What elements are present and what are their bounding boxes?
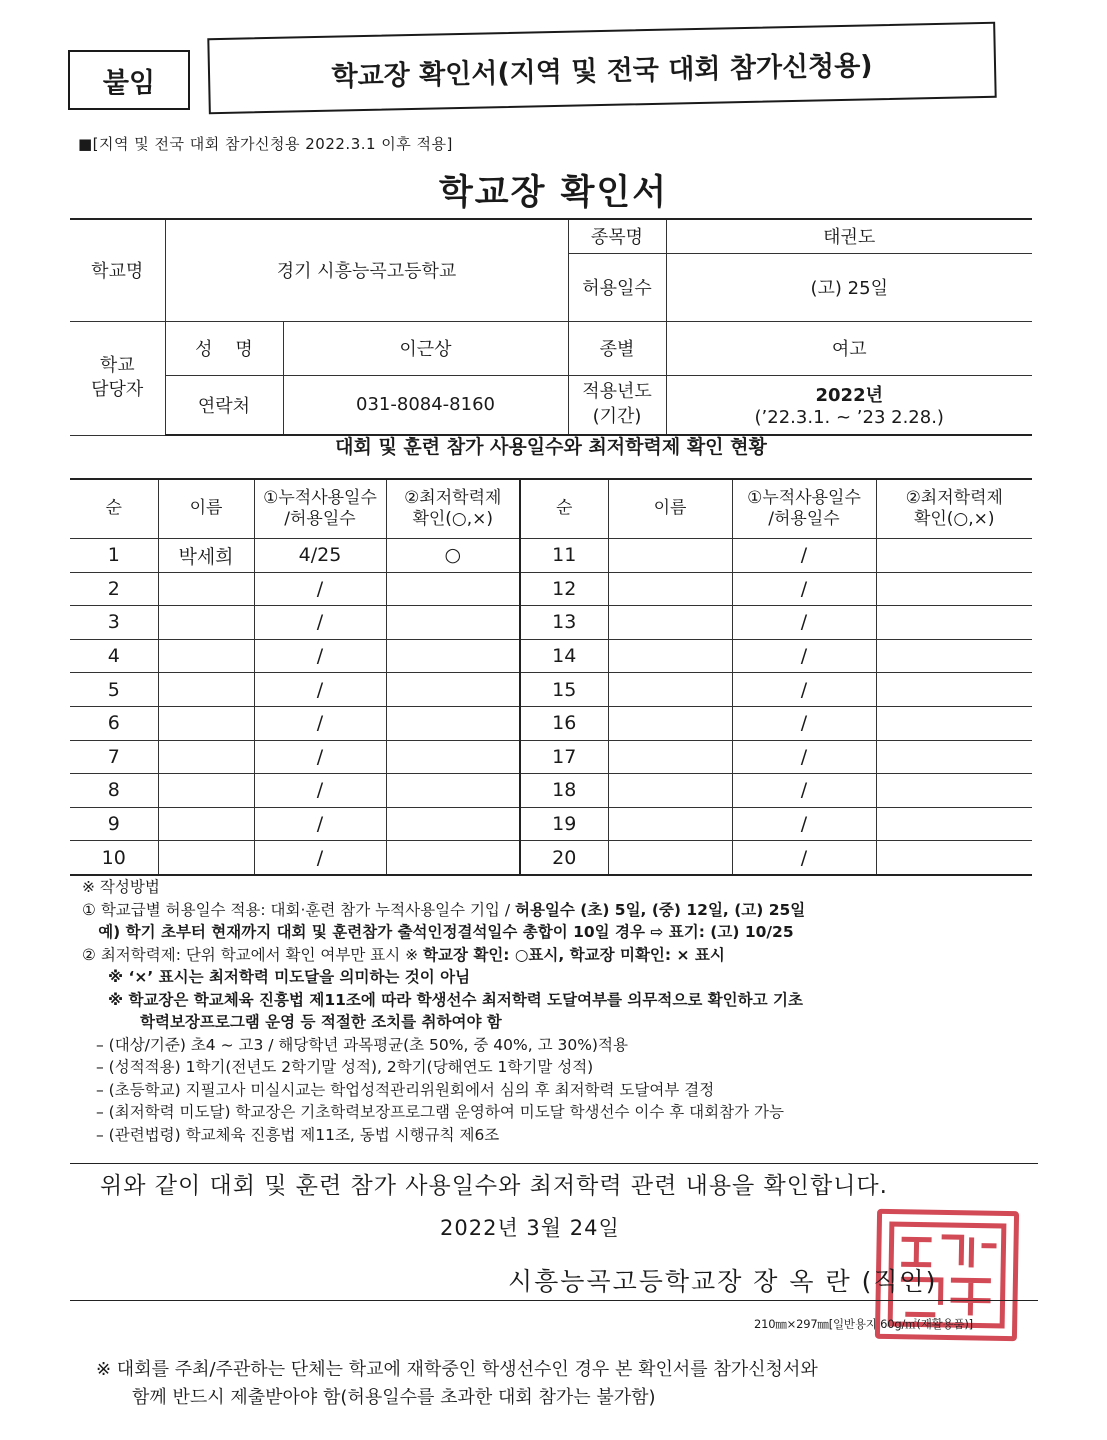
header-name: 이름 bbox=[158, 479, 254, 539]
student-name bbox=[158, 706, 254, 740]
row-number: 15 bbox=[520, 673, 608, 707]
used-days: / bbox=[254, 706, 386, 740]
row-number: 17 bbox=[520, 740, 608, 774]
used-days: / bbox=[732, 639, 876, 673]
table-row bbox=[70, 841, 1032, 875]
row-number: 1 bbox=[70, 539, 158, 573]
student-name bbox=[158, 740, 254, 774]
table-row bbox=[70, 740, 1032, 774]
detail-1: – (대상/기준) 초4 ~ 고3 / 해당학년 과목평균(초 50%, 중 40%, 고 30%)적용 bbox=[96, 1035, 628, 1054]
academic-check bbox=[876, 807, 1032, 841]
used-days: / bbox=[254, 572, 386, 606]
note-4b: 학력보장프로그램 운영 등 적절한 조치를 취하여야 함 bbox=[140, 1013, 502, 1031]
student-name bbox=[158, 841, 254, 875]
document-date: 2022년 3월 24일 bbox=[440, 1216, 620, 1240]
header-days: ①누적사용일수 /허용일수 bbox=[732, 479, 876, 539]
student-name bbox=[608, 807, 732, 841]
header-no: 순 bbox=[70, 479, 158, 539]
note-2-emphasis: 학교장 확인: ○표시, 학교장 미확인: × 표시 bbox=[423, 945, 725, 964]
header-no: 순 bbox=[520, 479, 608, 539]
note-1-example: 예) 학기 초부터 현재까지 대회 및 훈련참가 출석인정결석일수 총합이 10일 경우 ⇨ 표기: (고) 10/25 bbox=[82, 923, 794, 941]
contact-value: 031-8084-8160 bbox=[283, 375, 568, 435]
notes-heading: ※ 작성방법 bbox=[82, 878, 160, 896]
student-name bbox=[608, 673, 732, 707]
row-number: 19 bbox=[520, 807, 608, 841]
detail-2: – (성적적용) 1학기(전년도 2학기말 성적), 2학기(당해연도 1학기말 성적) bbox=[96, 1058, 594, 1076]
contact-label: 연락처 bbox=[165, 375, 283, 435]
confirmation-statement: 위와 같이 대회 및 훈련 참가 사용일수와 최저학력 관련 내용을 확인합니다. bbox=[100, 1173, 888, 1199]
academic-check bbox=[386, 606, 520, 640]
period-value: (’22.3.1. ~ ’23 2.28.) bbox=[754, 407, 944, 429]
academic-check bbox=[386, 639, 520, 673]
academic-check: ○ bbox=[386, 539, 520, 573]
student-name bbox=[608, 639, 732, 673]
note-4a: ※ 학교장은 학교체육 진흥법 제11조에 따라 학생선수 최저학력 도달여부를 의무적으로 확인하고 기초 bbox=[108, 990, 803, 1009]
note-2 bbox=[82, 944, 1042, 967]
student-name bbox=[608, 841, 732, 875]
allowed-days-label: 허용일수 bbox=[568, 253, 666, 321]
table-row bbox=[70, 774, 1032, 808]
table-row bbox=[70, 673, 1032, 707]
academic-check bbox=[386, 572, 520, 606]
header-days: ①누적사용일수 /허용일수 bbox=[254, 479, 386, 539]
student-name bbox=[608, 606, 732, 640]
student-name: 박세희 bbox=[158, 539, 254, 573]
student-name bbox=[158, 606, 254, 640]
student-name bbox=[608, 740, 732, 774]
status-table bbox=[70, 478, 1032, 876]
table-row bbox=[70, 639, 1032, 673]
used-days: / bbox=[254, 841, 386, 875]
header-check: ②최저학력제 확인(○,×) bbox=[876, 479, 1032, 539]
student-name bbox=[608, 774, 732, 808]
row-number: 14 bbox=[520, 639, 608, 673]
note-1-emphasis: 허용일수 (초) 5일, (중) 12일, (고) 25일 bbox=[514, 900, 806, 919]
row-number: 6 bbox=[70, 706, 158, 740]
note-3: ※ ‘×’ 표시는 최저학력 미도달을 의미하는 것이 아님 bbox=[108, 968, 471, 986]
academic-check bbox=[386, 807, 520, 841]
academic-check bbox=[876, 673, 1032, 707]
academic-check bbox=[386, 740, 520, 774]
row-number: 3 bbox=[70, 606, 158, 640]
used-days: / bbox=[732, 539, 876, 573]
sport-label: 종목명 bbox=[568, 219, 666, 253]
student-name bbox=[158, 807, 254, 841]
row-number: 2 bbox=[70, 572, 158, 606]
academic-check bbox=[386, 841, 520, 875]
academic-check bbox=[386, 774, 520, 808]
used-days: / bbox=[254, 606, 386, 640]
academic-check bbox=[876, 706, 1032, 740]
note-1 bbox=[82, 899, 1042, 922]
student-name bbox=[158, 639, 254, 673]
academic-check bbox=[876, 774, 1032, 808]
used-days: / bbox=[732, 740, 876, 774]
student-name bbox=[158, 673, 254, 707]
student-name bbox=[158, 572, 254, 606]
principal-signature: 시흥능곡고등학교장 장 옥 란 (직인) bbox=[508, 1267, 938, 1296]
used-days: / bbox=[732, 841, 876, 875]
used-days: / bbox=[732, 673, 876, 707]
year-label: 적용년도 (기간) bbox=[568, 375, 666, 435]
note-1-text: ① 학교급별 허용일수 적용: 대회·훈련 참가 누적사용일수 기입 / bbox=[82, 900, 515, 919]
academic-check bbox=[386, 673, 520, 707]
divider bbox=[70, 1163, 1038, 1164]
used-days: / bbox=[732, 774, 876, 808]
student-name bbox=[608, 539, 732, 573]
writing-instructions bbox=[82, 876, 1042, 1146]
student-name bbox=[158, 774, 254, 808]
year-value: 2022년 bbox=[815, 385, 883, 407]
row-number: 8 bbox=[70, 774, 158, 808]
row-number: 18 bbox=[520, 774, 608, 808]
row-number: 5 bbox=[70, 673, 158, 707]
row-number: 9 bbox=[70, 807, 158, 841]
academic-check bbox=[386, 706, 520, 740]
academic-check bbox=[876, 740, 1032, 774]
sport-value: 태권도 bbox=[666, 219, 1032, 253]
row-number: 11 bbox=[520, 539, 608, 573]
row-number: 10 bbox=[70, 841, 158, 875]
student-name bbox=[608, 572, 732, 606]
year-cell bbox=[666, 375, 1032, 435]
footnote-line-1: ※ 대회를 주최/주관하는 단체는 학교에 재학중인 학생선수인 경우 본 확인서를 참가신청서와 bbox=[96, 1359, 818, 1380]
academic-check bbox=[876, 572, 1032, 606]
applicability-note: ■[지역 및 전국 대회 참가신청용 2022.3.1 이후 적용] bbox=[78, 135, 453, 153]
academic-check bbox=[876, 841, 1032, 875]
divider bbox=[70, 1300, 1038, 1301]
student-name bbox=[608, 706, 732, 740]
used-days: / bbox=[254, 673, 386, 707]
detail-5: – (관련법령) 학교체육 진흥법 제11조, 동법 시행규칙 제6조 bbox=[96, 1125, 500, 1144]
used-days: / bbox=[732, 807, 876, 841]
row-number: 16 bbox=[520, 706, 608, 740]
attachment-label: 붙임 bbox=[68, 50, 190, 110]
academic-check bbox=[876, 539, 1032, 573]
used-days: / bbox=[732, 572, 876, 606]
manager-name: 이근상 bbox=[283, 321, 568, 375]
header-name: 이름 bbox=[608, 479, 732, 539]
used-days: / bbox=[732, 606, 876, 640]
used-days: / bbox=[254, 639, 386, 673]
allowed-days-value: (고) 25일 bbox=[666, 253, 1032, 321]
category-value: 여고 bbox=[666, 321, 1032, 375]
school-label: 학교명 bbox=[70, 219, 165, 321]
manager-name-label: 성 명 bbox=[165, 321, 283, 375]
academic-check bbox=[876, 606, 1032, 640]
row-number: 4 bbox=[70, 639, 158, 673]
used-days: / bbox=[254, 774, 386, 808]
table-row bbox=[70, 572, 1032, 606]
manager-label: 학교 담당자 bbox=[70, 321, 165, 435]
row-number: 13 bbox=[520, 606, 608, 640]
used-days: / bbox=[254, 740, 386, 774]
note-2-text: ② 최저학력제: 단위 학교에서 확인 여부만 표시 ※ bbox=[82, 945, 424, 964]
table-row bbox=[70, 539, 1032, 573]
academic-check bbox=[876, 639, 1032, 673]
detail-4: – (최저학력 미도달) 학교장은 기초학력보장프로그램 운영하여 미도달 학생선수 이수 후 대회참가 가능 bbox=[96, 1103, 784, 1121]
school-name: 경기 시흥능곡고등학교 bbox=[165, 219, 568, 321]
row-number: 20 bbox=[520, 841, 608, 875]
table-row bbox=[70, 807, 1032, 841]
row-number: 12 bbox=[520, 572, 608, 606]
paper-spec: 210㎜×297㎜[일반용지 60g/㎡(재활용품)] bbox=[754, 1317, 973, 1331]
table-row bbox=[70, 706, 1032, 740]
header-title: 학교장 확인서(지역 및 전국 대회 참가신청용) bbox=[207, 22, 996, 114]
used-days: / bbox=[254, 807, 386, 841]
row-number: 7 bbox=[70, 740, 158, 774]
header-check: ②최저학력제 확인(○,×) bbox=[386, 479, 520, 539]
used-days: / bbox=[732, 706, 876, 740]
footnote-line-2: 함께 반드시 제출받아야 함(허용일수를 초과한 대회 참가는 불가함) bbox=[132, 1387, 656, 1408]
used-days: 4/25 bbox=[254, 539, 386, 573]
footnote bbox=[96, 1356, 818, 1412]
table-row bbox=[70, 606, 1032, 640]
document-title: 학교장 확인서 bbox=[438, 173, 669, 213]
info-table bbox=[70, 218, 1032, 436]
status-section-title: 대회 및 훈련 참가 사용일수와 최저학력제 확인 현황 bbox=[335, 436, 767, 458]
category-label: 종별 bbox=[568, 321, 666, 375]
detail-3: – (초등학교) 지필고사 미실시교는 학업성적관리위원회에서 심의 후 최저학력 도달여부 결정 bbox=[96, 1080, 715, 1099]
